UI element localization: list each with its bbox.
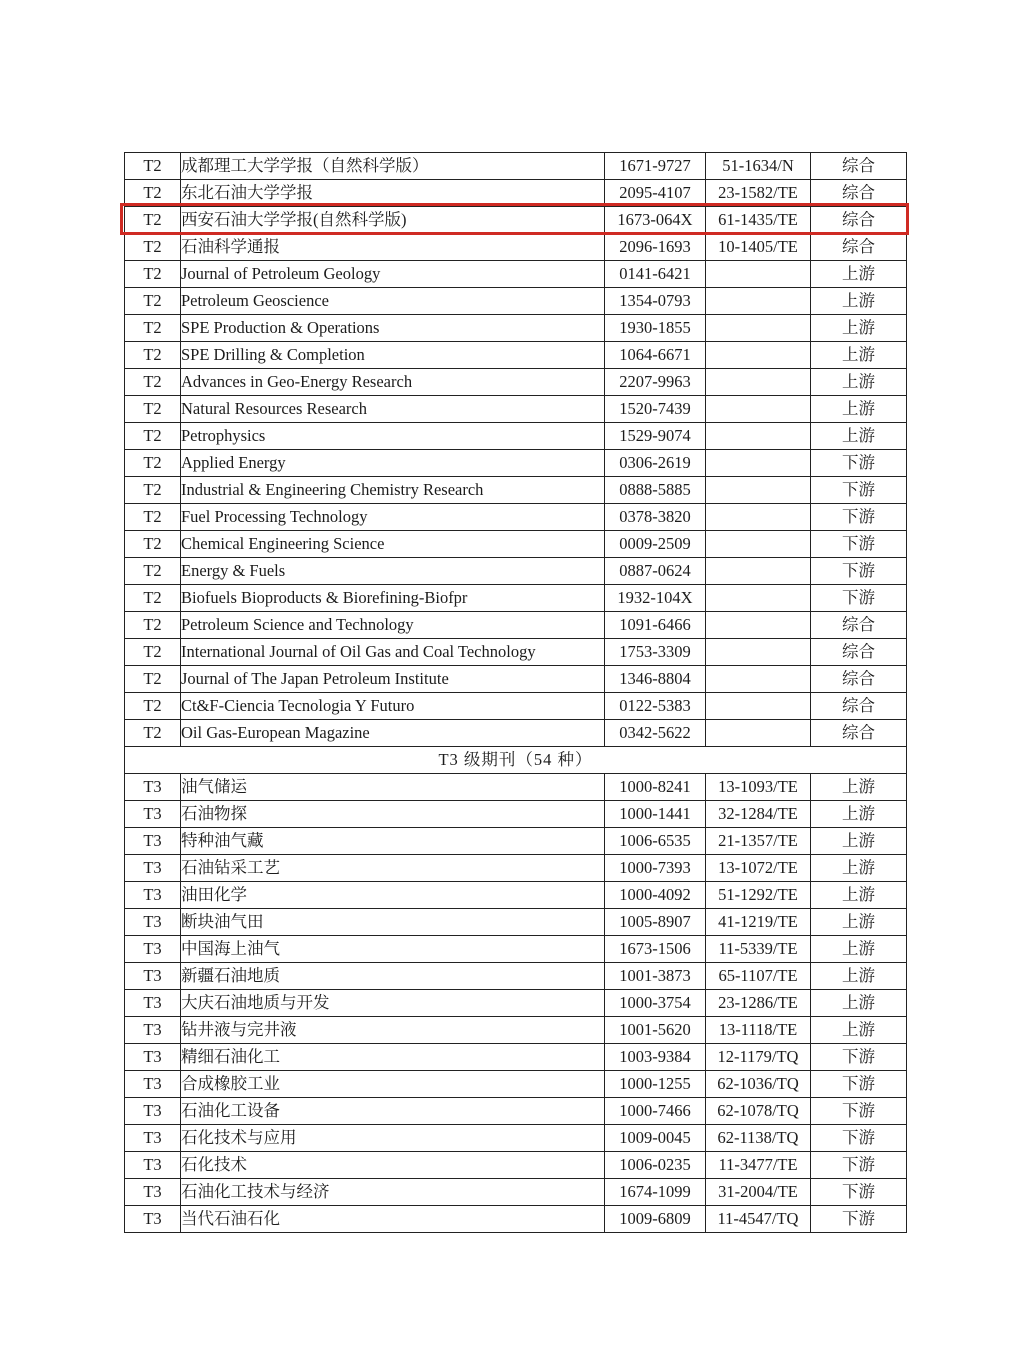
category-cell: 上游 xyxy=(811,315,907,342)
issn-cell: 1673-064X xyxy=(605,207,706,234)
table-row xyxy=(125,828,907,855)
issn-cell: 1001-3873 xyxy=(605,963,706,990)
journal-name-cell: SPE Production & Operations xyxy=(181,315,605,342)
table-row xyxy=(125,396,907,423)
level-cell: T2 xyxy=(125,261,181,288)
journal-name-cell: 石油化工设备 xyxy=(181,1098,605,1125)
level-cell: T2 xyxy=(125,558,181,585)
level-cell: T3 xyxy=(125,963,181,990)
table-row xyxy=(125,153,907,180)
cn-cell xyxy=(706,369,811,396)
journal-name-cell: 石油物探 xyxy=(181,801,605,828)
cn-cell xyxy=(706,504,811,531)
table-row xyxy=(125,207,907,234)
journal-name-cell: Petroleum Geoscience xyxy=(181,288,605,315)
issn-cell: 1000-3754 xyxy=(605,990,706,1017)
category-cell: 上游 xyxy=(811,369,907,396)
category-cell: 上游 xyxy=(811,774,907,801)
journal-name-cell: Chemical Engineering Science xyxy=(181,531,605,558)
category-cell: 上游 xyxy=(811,882,907,909)
issn-cell: 0342-5622 xyxy=(605,720,706,747)
category-cell: 上游 xyxy=(811,909,907,936)
table-row xyxy=(125,1152,907,1179)
cn-cell xyxy=(706,693,811,720)
category-cell: 下游 xyxy=(811,450,907,477)
issn-cell: 1529-9074 xyxy=(605,423,706,450)
issn-cell: 1000-7393 xyxy=(605,855,706,882)
issn-cell: 1346-8804 xyxy=(605,666,706,693)
journal-name-cell: Biofuels Bioproducts & Biorefining-Biofpr xyxy=(181,585,605,612)
cn-cell xyxy=(706,261,811,288)
table-row xyxy=(125,531,907,558)
table-row xyxy=(125,801,907,828)
level-cell: T2 xyxy=(125,180,181,207)
category-cell: 综合 xyxy=(811,153,907,180)
cn-cell: 13-1093/TE xyxy=(706,774,811,801)
cn-cell: 10-1405/TE xyxy=(706,234,811,261)
journal-table-body xyxy=(125,153,907,1233)
table-row xyxy=(125,180,907,207)
category-cell: 综合 xyxy=(811,720,907,747)
journal-name-cell: 油田化学 xyxy=(181,882,605,909)
table-row xyxy=(125,234,907,261)
issn-cell: 1000-1255 xyxy=(605,1071,706,1098)
cn-cell: 13-1072/TE xyxy=(706,855,811,882)
journal-name-cell: Petrophysics xyxy=(181,423,605,450)
table-row xyxy=(125,342,907,369)
cn-cell xyxy=(706,396,811,423)
cn-cell xyxy=(706,477,811,504)
issn-cell: 1932-104X xyxy=(605,585,706,612)
table-row xyxy=(125,693,907,720)
level-cell: T2 xyxy=(125,423,181,450)
table-row xyxy=(125,450,907,477)
category-cell: 上游 xyxy=(811,342,907,369)
cn-cell: 11-4547/TQ xyxy=(706,1206,811,1233)
issn-cell: 1009-0045 xyxy=(605,1125,706,1152)
journal-name-cell: 石化技术 xyxy=(181,1152,605,1179)
issn-cell: 2095-4107 xyxy=(605,180,706,207)
table-row xyxy=(125,639,907,666)
journal-name-cell: International Journal of Oil Gas and Coal Technology xyxy=(181,639,605,666)
issn-cell: 1000-1441 xyxy=(605,801,706,828)
journal-name-cell: Ct&F-Ciencia Tecnologia Y Futuro xyxy=(181,693,605,720)
cn-cell xyxy=(706,720,811,747)
issn-cell: 0306-2619 xyxy=(605,450,706,477)
cn-cell: 51-1292/TE xyxy=(706,882,811,909)
issn-cell: 1674-1099 xyxy=(605,1179,706,1206)
journal-ranking-table xyxy=(124,152,907,1233)
issn-cell: 1000-7466 xyxy=(605,1098,706,1125)
cn-cell: 21-1357/TE xyxy=(706,828,811,855)
level-cell: T2 xyxy=(125,153,181,180)
issn-cell: 1091-6466 xyxy=(605,612,706,639)
journal-name-cell: 石油化工技术与经济 xyxy=(181,1179,605,1206)
level-cell: T3 xyxy=(125,882,181,909)
journal-name-cell: 当代石油石化 xyxy=(181,1206,605,1233)
level-cell: T2 xyxy=(125,585,181,612)
table-row xyxy=(125,666,907,693)
cn-cell xyxy=(706,558,811,585)
cn-cell: 62-1036/TQ xyxy=(706,1071,811,1098)
level-cell: T2 xyxy=(125,666,181,693)
cn-cell: 12-1179/TQ xyxy=(706,1044,811,1071)
journal-name-cell: Petroleum Science and Technology xyxy=(181,612,605,639)
cn-cell: 51-1634/N xyxy=(706,153,811,180)
level-cell: T2 xyxy=(125,396,181,423)
issn-cell: 1753-3309 xyxy=(605,639,706,666)
level-cell: T2 xyxy=(125,693,181,720)
category-cell: 综合 xyxy=(811,693,907,720)
journal-name-cell: Industrial & Engineering Chemistry Research xyxy=(181,477,605,504)
journal-name-cell: 石油钻采工艺 xyxy=(181,855,605,882)
cn-cell: 65-1107/TE xyxy=(706,963,811,990)
level-cell: T2 xyxy=(125,288,181,315)
issn-cell: 1000-8241 xyxy=(605,774,706,801)
cn-cell: 31-2004/TE xyxy=(706,1179,811,1206)
level-cell: T3 xyxy=(125,1206,181,1233)
issn-cell: 0141-6421 xyxy=(605,261,706,288)
table-row xyxy=(125,963,907,990)
level-cell: T2 xyxy=(125,477,181,504)
issn-cell: 1006-0235 xyxy=(605,1152,706,1179)
category-cell: 下游 xyxy=(811,1179,907,1206)
table-row xyxy=(125,720,907,747)
journal-name-cell: Oil Gas-European Magazine xyxy=(181,720,605,747)
level-cell: T2 xyxy=(125,504,181,531)
journal-name-cell: Advances in Geo-Energy Research xyxy=(181,369,605,396)
category-cell: 下游 xyxy=(811,1206,907,1233)
level-cell: T3 xyxy=(125,1152,181,1179)
category-cell: 上游 xyxy=(811,261,907,288)
level-cell: T3 xyxy=(125,801,181,828)
category-cell: 下游 xyxy=(811,1098,907,1125)
cn-cell xyxy=(706,315,811,342)
level-cell: T2 xyxy=(125,450,181,477)
table-row xyxy=(125,990,907,1017)
cn-cell: 11-3477/TE xyxy=(706,1152,811,1179)
issn-cell: 0122-5383 xyxy=(605,693,706,720)
table-row xyxy=(125,1125,907,1152)
level-cell: T3 xyxy=(125,990,181,1017)
table-row xyxy=(125,558,907,585)
journal-name-cell: 西安石油大学学报(自然科学版) xyxy=(181,207,605,234)
journal-name-cell: 新疆石油地质 xyxy=(181,963,605,990)
table-row xyxy=(125,882,907,909)
category-cell: 下游 xyxy=(811,531,907,558)
table-row xyxy=(125,261,907,288)
level-cell: T3 xyxy=(125,1017,181,1044)
cn-cell: 61-1435/TE xyxy=(706,207,811,234)
issn-cell: 0888-5885 xyxy=(605,477,706,504)
cn-cell xyxy=(706,639,811,666)
journal-name-cell: 油气储运 xyxy=(181,774,605,801)
table-row xyxy=(125,1017,907,1044)
level-cell: T2 xyxy=(125,234,181,261)
journal-name-cell: SPE Drilling & Completion xyxy=(181,342,605,369)
category-cell: 下游 xyxy=(811,477,907,504)
cn-cell xyxy=(706,450,811,477)
category-cell: 下游 xyxy=(811,1044,907,1071)
category-cell: 下游 xyxy=(811,1125,907,1152)
category-cell: 上游 xyxy=(811,423,907,450)
table-row xyxy=(125,1179,907,1206)
category-cell: 下游 xyxy=(811,1071,907,1098)
level-cell: T2 xyxy=(125,207,181,234)
cn-cell xyxy=(706,288,811,315)
table-row xyxy=(125,315,907,342)
issn-cell: 0887-0624 xyxy=(605,558,706,585)
issn-cell: 2207-9963 xyxy=(605,369,706,396)
section-header-label: T3 级期刊（54 种） xyxy=(125,747,907,774)
category-cell: 上游 xyxy=(811,288,907,315)
category-cell: 综合 xyxy=(811,207,907,234)
table-row xyxy=(125,504,907,531)
level-cell: T3 xyxy=(125,774,181,801)
category-cell: 下游 xyxy=(811,504,907,531)
table-row xyxy=(125,1071,907,1098)
cn-cell xyxy=(706,342,811,369)
cn-cell: 62-1138/TQ xyxy=(706,1125,811,1152)
journal-name-cell: 中国海上油气 xyxy=(181,936,605,963)
category-cell: 综合 xyxy=(811,234,907,261)
category-cell: 下游 xyxy=(811,585,907,612)
issn-cell: 0378-3820 xyxy=(605,504,706,531)
level-cell: T3 xyxy=(125,1179,181,1206)
issn-cell: 1673-1506 xyxy=(605,936,706,963)
journal-name-cell: 石油科学通报 xyxy=(181,234,605,261)
issn-cell: 1354-0793 xyxy=(605,288,706,315)
level-cell: T2 xyxy=(125,369,181,396)
journal-name-cell: Applied Energy xyxy=(181,450,605,477)
level-cell: T2 xyxy=(125,315,181,342)
cn-cell xyxy=(706,612,811,639)
table-row xyxy=(125,1044,907,1071)
journal-name-cell: Energy & Fuels xyxy=(181,558,605,585)
table-row xyxy=(125,1098,907,1125)
category-cell: 上游 xyxy=(811,1017,907,1044)
journal-name-cell: 石化技术与应用 xyxy=(181,1125,605,1152)
category-cell: 下游 xyxy=(811,1152,907,1179)
level-cell: T3 xyxy=(125,828,181,855)
issn-cell: 1001-5620 xyxy=(605,1017,706,1044)
cn-cell xyxy=(706,423,811,450)
category-cell: 上游 xyxy=(811,855,907,882)
category-cell: 上游 xyxy=(811,396,907,423)
cn-cell xyxy=(706,585,811,612)
issn-cell: 1671-9727 xyxy=(605,153,706,180)
level-cell: T2 xyxy=(125,531,181,558)
cn-cell xyxy=(706,531,811,558)
table-row xyxy=(125,612,907,639)
issn-cell: 1000-4092 xyxy=(605,882,706,909)
issn-cell: 1064-6671 xyxy=(605,342,706,369)
journal-name-cell: 合成橡胶工业 xyxy=(181,1071,605,1098)
journal-name-cell: 大庆石油地质与开发 xyxy=(181,990,605,1017)
issn-cell: 1006-6535 xyxy=(605,828,706,855)
cn-cell: 41-1219/TE xyxy=(706,909,811,936)
journal-name-cell: 断块油气田 xyxy=(181,909,605,936)
category-cell: 上游 xyxy=(811,828,907,855)
level-cell: T2 xyxy=(125,639,181,666)
journal-name-cell: 特种油气藏 xyxy=(181,828,605,855)
journal-name-cell: 钻井液与完井液 xyxy=(181,1017,605,1044)
category-cell: 下游 xyxy=(811,558,907,585)
table-row xyxy=(125,585,907,612)
table-row xyxy=(125,774,907,801)
category-cell: 上游 xyxy=(811,801,907,828)
journal-name-cell: 东北石油大学学报 xyxy=(181,180,605,207)
issn-cell: 0009-2509 xyxy=(605,531,706,558)
table-row xyxy=(125,423,907,450)
table-row xyxy=(125,1206,907,1233)
journal-name-cell: Natural Resources Research xyxy=(181,396,605,423)
level-cell: T3 xyxy=(125,909,181,936)
category-cell: 综合 xyxy=(811,180,907,207)
cn-cell: 11-5339/TE xyxy=(706,936,811,963)
journal-name-cell: 精细石油化工 xyxy=(181,1044,605,1071)
level-cell: T2 xyxy=(125,720,181,747)
level-cell: T3 xyxy=(125,855,181,882)
journal-name-cell: Journal of Petroleum Geology xyxy=(181,261,605,288)
cn-cell: 13-1118/TE xyxy=(706,1017,811,1044)
cn-cell: 23-1286/TE xyxy=(706,990,811,1017)
level-cell: T3 xyxy=(125,1098,181,1125)
section-header-row xyxy=(125,747,907,774)
table-row xyxy=(125,855,907,882)
level-cell: T3 xyxy=(125,1125,181,1152)
issn-cell: 1009-6809 xyxy=(605,1206,706,1233)
issn-cell: 1003-9384 xyxy=(605,1044,706,1071)
journal-name-cell: Journal of The Japan Petroleum Institute xyxy=(181,666,605,693)
level-cell: T3 xyxy=(125,1044,181,1071)
journal-name-cell: 成都理工大学学报（自然科学版） xyxy=(181,153,605,180)
table-row xyxy=(125,477,907,504)
category-cell: 上游 xyxy=(811,990,907,1017)
issn-cell: 1005-8907 xyxy=(605,909,706,936)
category-cell: 上游 xyxy=(811,936,907,963)
cn-cell: 23-1582/TE xyxy=(706,180,811,207)
issn-cell: 2096-1693 xyxy=(605,234,706,261)
cn-cell: 62-1078/TQ xyxy=(706,1098,811,1125)
category-cell: 综合 xyxy=(811,666,907,693)
issn-cell: 1930-1855 xyxy=(605,315,706,342)
category-cell: 上游 xyxy=(811,963,907,990)
category-cell: 综合 xyxy=(811,612,907,639)
level-cell: T2 xyxy=(125,342,181,369)
table-row xyxy=(125,288,907,315)
level-cell: T3 xyxy=(125,1071,181,1098)
category-cell: 综合 xyxy=(811,639,907,666)
cn-cell: 32-1284/TE xyxy=(706,801,811,828)
level-cell: T2 xyxy=(125,612,181,639)
level-cell: T3 xyxy=(125,936,181,963)
cn-cell xyxy=(706,666,811,693)
issn-cell: 1520-7439 xyxy=(605,396,706,423)
table-row xyxy=(125,936,907,963)
table-row xyxy=(125,369,907,396)
journal-name-cell: Fuel Processing Technology xyxy=(181,504,605,531)
table-row xyxy=(125,909,907,936)
